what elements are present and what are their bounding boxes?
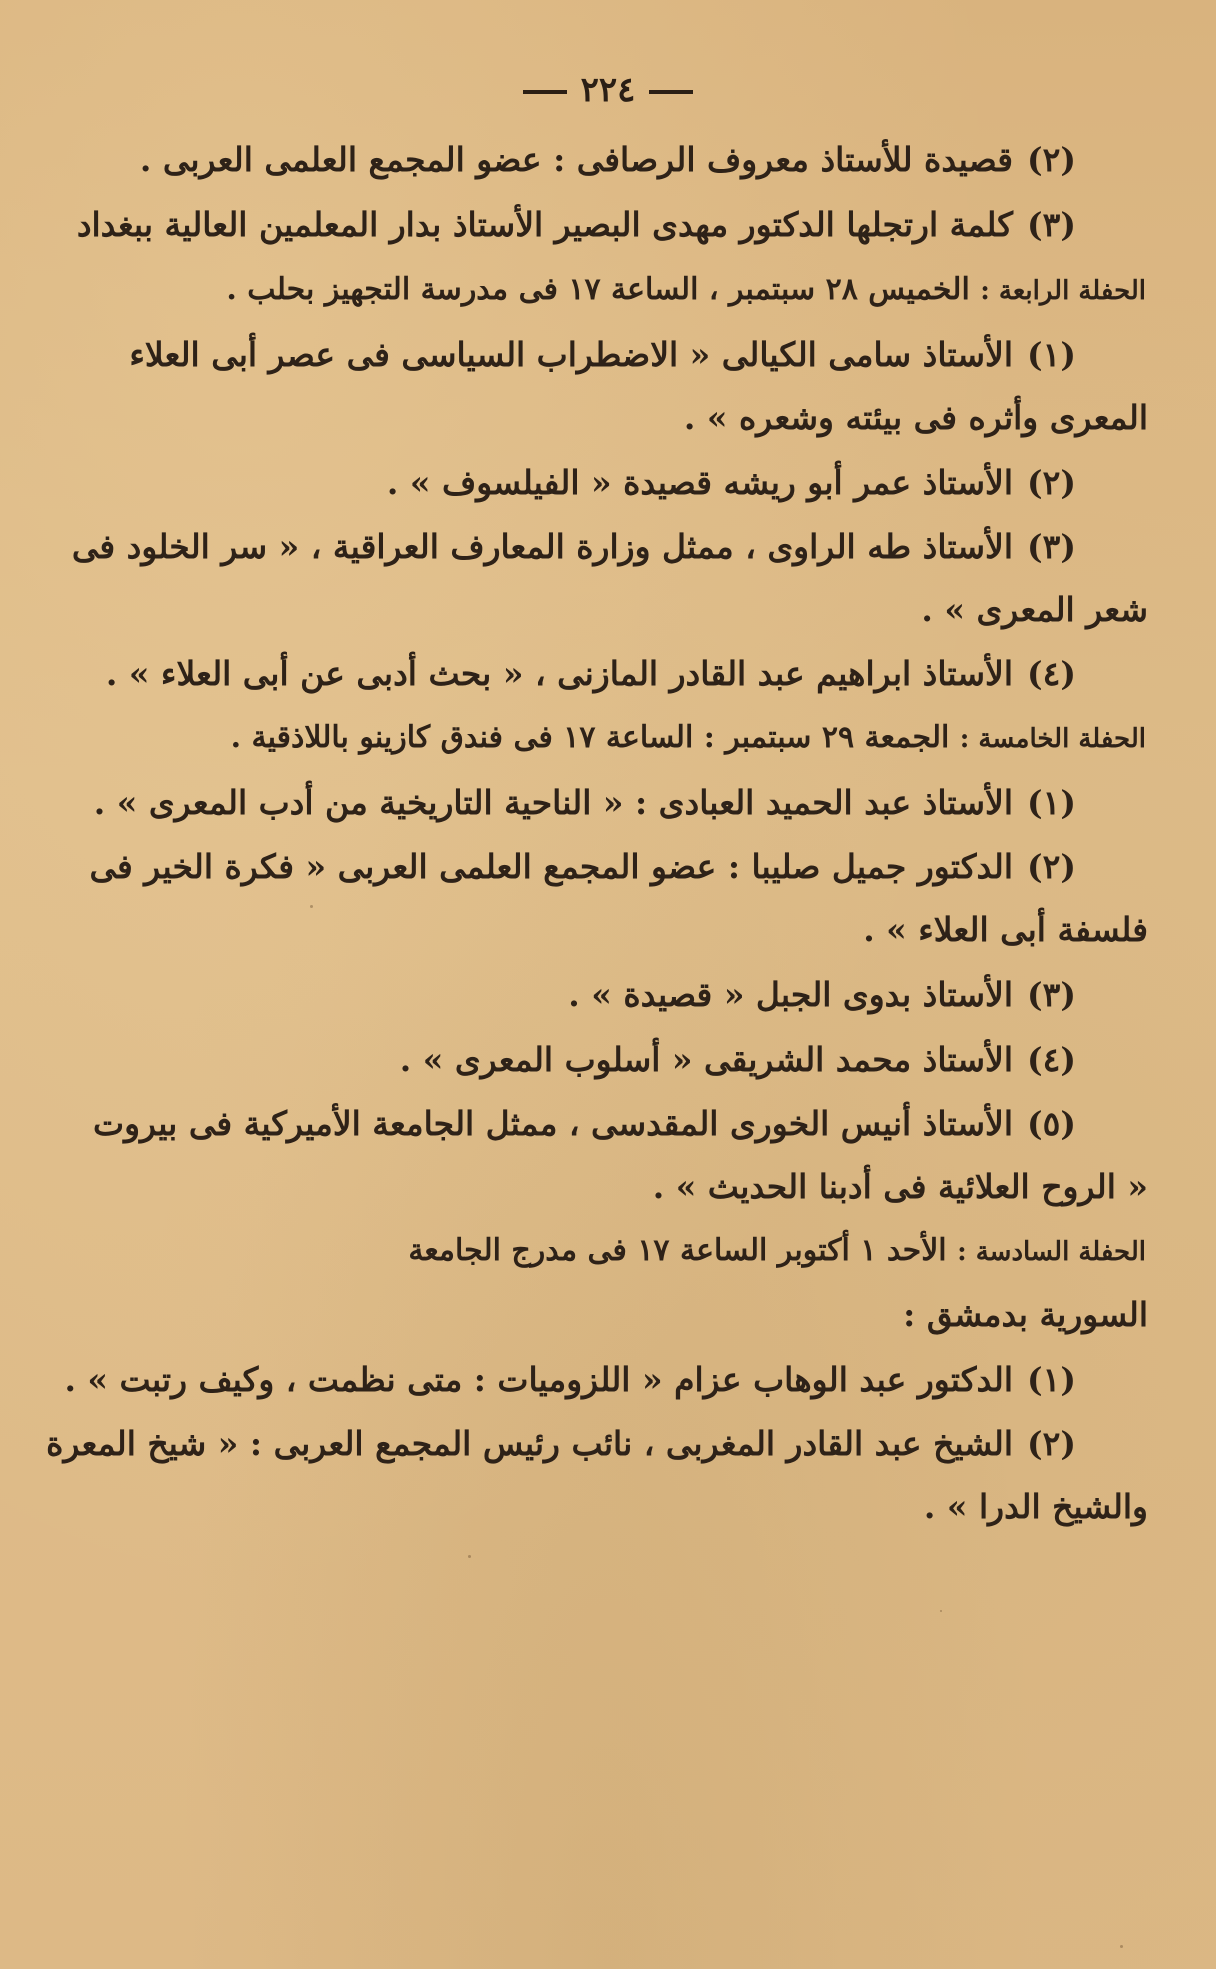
list-item bbox=[71, 517, 1076, 577]
item-text: الأستاذ محمد الشريقى « أسلوب المعرى » . bbox=[399, 1040, 1014, 1079]
item-number: (٢) bbox=[1027, 463, 1076, 502]
continuation-text: « الروح العلائية فى أدبنا الحديث » . bbox=[652, 1167, 1148, 1206]
item-number: (٤) bbox=[1027, 1040, 1076, 1079]
continuation-text: السورية بدمشق : bbox=[903, 1295, 1148, 1334]
item-text: الدكتور عبد الوهاب عزام « اللزوميات : متى نظمت ، وكيف رتبت » . bbox=[64, 1360, 1014, 1399]
dash-decoration bbox=[523, 90, 567, 94]
item-number: (٥) bbox=[1027, 1104, 1076, 1143]
continuation-text: شعر المعرى » . bbox=[921, 590, 1148, 629]
item-text: كلمة ارتجلها الدكتور مهدى البصير الأستاذ بدار المعلمين العالية ببغداد bbox=[76, 205, 1014, 244]
paper-speck bbox=[310, 905, 313, 908]
list-item bbox=[85, 130, 1076, 190]
continuation-line bbox=[85, 900, 1148, 960]
list-item bbox=[46, 1414, 1076, 1474]
item-text: قصيدة للأستاذ معروف الرصافى : عضو المجمع العلمى العربى . bbox=[139, 140, 1014, 179]
session-label: الحفلة الخامسة : bbox=[959, 724, 1146, 754]
list-item bbox=[85, 644, 1076, 704]
continuation-line bbox=[85, 1477, 1148, 1537]
paper-speck bbox=[940, 1610, 942, 1612]
item-number: (٣) bbox=[1027, 975, 1076, 1014]
page-number bbox=[0, 70, 1216, 110]
continuation-text: والشيخ الدرا » . bbox=[923, 1487, 1148, 1526]
page-number-value: ٢٢٤ bbox=[580, 70, 636, 110]
session-heading bbox=[85, 708, 1146, 768]
item-text: الأستاذ عبد الحميد العبادى : « الناحية التاريخية من أدب المعرى » . bbox=[93, 783, 1014, 822]
session-text: الخميس ٢٨ سبتمبر ، الساعة ١٧ فى مدرسة التجهيز بحلب . bbox=[226, 272, 970, 307]
dash-decoration bbox=[649, 90, 693, 94]
item-text: الأستاذ عمر أبو ريشه قصيدة « الفيلسوف » . bbox=[386, 463, 1014, 502]
continuation-text: المعرى وأثره فى بيئته وشعره » . bbox=[683, 398, 1148, 437]
list-item bbox=[85, 1094, 1076, 1154]
list-item bbox=[85, 965, 1076, 1025]
list-item bbox=[85, 325, 1076, 385]
item-number: (٤) bbox=[1027, 654, 1076, 693]
list-item bbox=[85, 837, 1076, 897]
item-text: الأستاذ ابراهيم عبد القادر المازنى ، « بحث أدبى عن أبى العلاء » . bbox=[105, 654, 1014, 693]
item-number: (١) bbox=[1027, 1360, 1076, 1399]
continuation-line bbox=[85, 1157, 1148, 1217]
item-number: (١) bbox=[1027, 783, 1076, 822]
session-heading bbox=[85, 260, 1146, 320]
session-text: الأحد ١ أكتوبر الساعة ١٧ فى مدرج الجامعة bbox=[408, 1233, 947, 1268]
item-text: الشيخ عبد القادر المغربى ، نائب رئيس المجمع العربى : « شيخ المعرة bbox=[46, 1424, 1014, 1463]
session-text: الجمعة ٢٩ سبتمبر : الساعة ١٧ فى فندق كازينو باللاذقية . bbox=[230, 720, 950, 755]
item-number: (٢) bbox=[1027, 1424, 1076, 1463]
item-text: الأستاذ طه الراوى ، ممثل وزارة المعارف العراقية ، « سر الخلود فى bbox=[71, 527, 1014, 566]
item-number: (٢) bbox=[1027, 140, 1076, 179]
continuation-line bbox=[85, 580, 1148, 640]
list-item bbox=[85, 773, 1076, 833]
paper-speck bbox=[468, 1555, 471, 1558]
list-item bbox=[64, 1350, 1076, 1410]
session-label: الحفلة الرابعة : bbox=[980, 276, 1146, 306]
item-number: (٣) bbox=[1027, 205, 1076, 244]
list-item bbox=[76, 195, 1076, 255]
item-text: الأستاذ سامى الكيالى « الاضطراب السياسى فى عصر أبى العلاء bbox=[129, 335, 1014, 374]
item-text: الأستاذ أنيس الخورى المقدسى ، ممثل الجامعة الأميركية فى بيروت bbox=[93, 1104, 1014, 1143]
item-number: (٢) bbox=[1027, 847, 1076, 886]
paper-speck bbox=[1120, 1945, 1123, 1948]
item-text: الدكتور جميل صليبا : عضو المجمع العلمى العربى « فكرة الخير فى bbox=[89, 847, 1014, 886]
continuation-line bbox=[85, 1285, 1148, 1345]
session-heading bbox=[85, 1221, 1146, 1281]
item-number: (٣) bbox=[1027, 527, 1076, 566]
item-text: الأستاذ بدوى الجبل « قصيدة » . bbox=[568, 975, 1014, 1014]
list-item bbox=[85, 453, 1076, 513]
list-item bbox=[85, 1030, 1076, 1090]
continuation-text: فلسفة أبى العلاء » . bbox=[863, 910, 1148, 949]
item-number: (١) bbox=[1027, 335, 1076, 374]
continuation-line bbox=[85, 388, 1148, 448]
session-label: الحفلة السادسة : bbox=[957, 1237, 1146, 1267]
